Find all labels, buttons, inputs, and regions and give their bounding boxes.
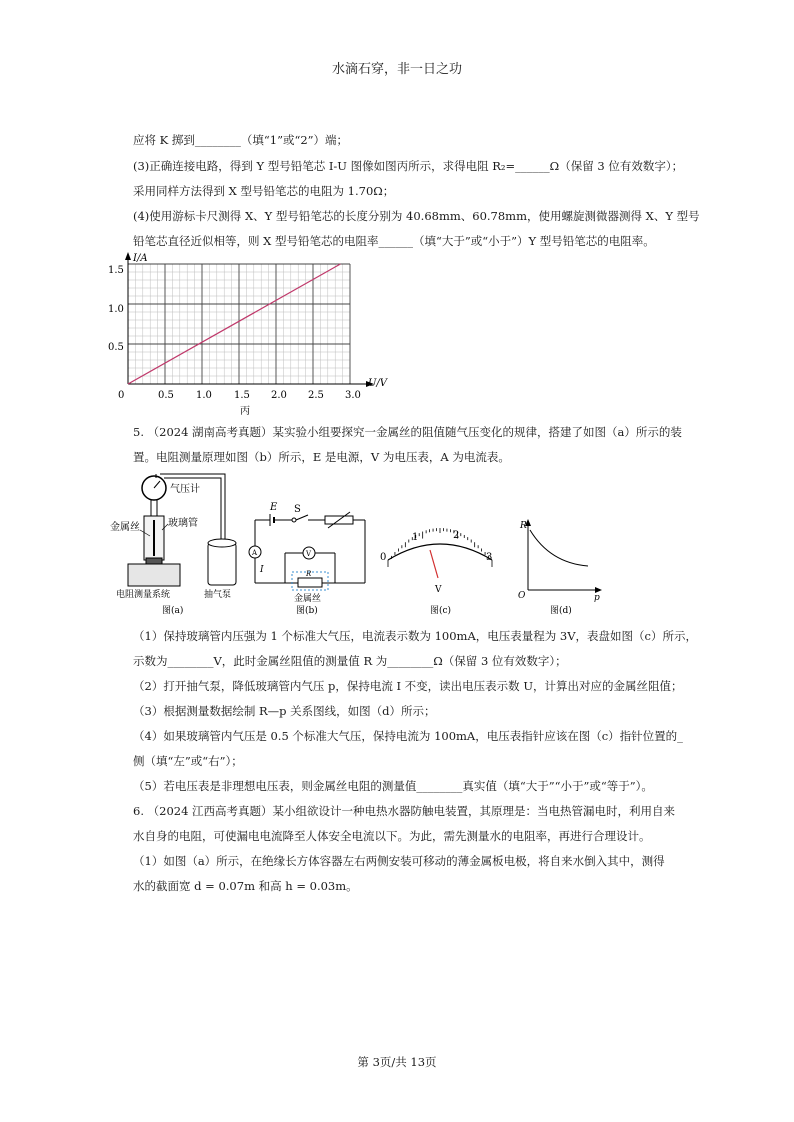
page-footer: 第 3页/共 13页: [357, 1055, 437, 1069]
graph-bing: [100, 246, 400, 426]
caption-d: 图(d): [550, 606, 572, 616]
text-line: 水的截面宽 d = 0.07m 和高 h = 0.03m。: [133, 879, 358, 893]
text-line: （2）打开抽气泵，降低玻璃管内气压 p，保持电流 I 不变，读出电压表示数 U，计算出对应的金属丝阻值；: [133, 679, 683, 693]
svg-text:S: S: [294, 504, 301, 515]
svg-text:p: p: [594, 593, 600, 603]
x-tick: 2.0: [271, 390, 287, 401]
svg-text:V: V: [435, 585, 442, 595]
text-line: （3）根据测量数据绘制 R—p 关系图线，如图（d）所示；: [133, 704, 436, 718]
i-u-line: [128, 264, 340, 384]
caption-a: 图(a): [162, 606, 184, 616]
y-tick: 1.5: [108, 265, 124, 276]
svg-text:O: O: [518, 591, 526, 601]
label-system: 电阻测量系统: [116, 590, 171, 600]
x-tick: 3.0: [345, 390, 361, 401]
text-line: 6. （2024 江西高考真题）某小组欲设计一种电热水器防触电装置，其原理是：当电热管漏电时，利用自来: [133, 804, 676, 818]
svg-text:E: E: [270, 502, 278, 513]
figures-row: [110, 468, 610, 623]
text-line: （1）如图（a）所示，在绝缘长方体容器左右两侧安装可移动的薄金属板电极，将自来水倒入其中，测得: [133, 854, 665, 868]
text-line: 应将 K 掷到________（填“1”或“2”）端；: [133, 133, 349, 147]
label-tube: 玻璃管: [168, 518, 198, 529]
caption-c: 图(c): [430, 606, 452, 616]
text-line: 水自身的电阻，可使漏电电流降至人体安全电流以下。为此，需先测量水的电阻率，再进行合理设计。: [133, 829, 651, 843]
voltmeter-dial: [380, 528, 492, 616]
text-line: 置。电阻测量原理如图（b）所示，E 是电源，V 为电压表，A 为电流表。: [133, 450, 510, 464]
text-line: （1）保持玻璃管内压强为 1 个标准大气压，电流表示数为 100mA，电压表量程为 3V，表盘如图（c）所示，: [133, 629, 697, 643]
y-tick: 1.0: [108, 304, 124, 315]
svg-text:3: 3: [486, 552, 493, 563]
svg-text:V: V: [306, 550, 312, 558]
label-wire: 金属丝: [110, 522, 140, 533]
text-line: 铅笔芯直径近似相等，则 X 型号铅笔芯的电阻率______（填“大于”或“小于”）Y 型号铅笔芯的电阻率。: [133, 234, 655, 248]
measurement-system-box: [128, 564, 180, 586]
text-line: 示数为________V，此时金属丝阻值的测量值 R 为________Ω（保留 3 位有效数字）；: [133, 654, 567, 668]
meter-pointer: [430, 550, 438, 578]
pump-icon: [208, 543, 236, 585]
text-line: （5）若电压表是非理想电压表，则金属丝电阻的测量值________真实值（填“大于”“小于”或“等于”）。: [133, 779, 653, 793]
x-tick: 2.5: [308, 390, 324, 401]
graph-caption: 丙: [240, 406, 250, 417]
svg-text:R: R: [520, 521, 527, 531]
x-tick: 0.5: [158, 390, 174, 401]
label-pump: 抽气泵: [204, 590, 232, 600]
svg-text:A: A: [252, 549, 258, 557]
text-line: （4）如果玻璃管内气压是 0.5 个标准大气压，保持电流为 100mA，电压表指针应该在图（c）指针位置的_: [133, 729, 683, 743]
svg-text:R: R: [306, 570, 312, 578]
text-line: (4)使用游标卡尺测得 X、Y 型号铅笔芯的长度分别为 40.68mm、60.78mm，使用螺旋测微器测得 X、Y 型号: [133, 209, 700, 223]
svg-text:0: 0: [380, 552, 387, 563]
x-tick: 1.0: [196, 390, 212, 401]
resistor-r: [298, 578, 322, 587]
y-axis-label: I/A: [133, 253, 148, 264]
y-tick: 0: [118, 390, 125, 401]
x-axis-label: U/V: [368, 378, 388, 389]
text-line: 侧（填“左”或“右”）；: [133, 754, 243, 768]
text-line: (3)正确连接电路，得到 Y 型号铅笔芯 I-U 图像如图丙所示，求得电阻 R₂=______Ω（保留 3 位有效数字）；: [133, 159, 684, 173]
x-tick: 1.5: [234, 390, 250, 401]
svg-text:1: 1: [412, 532, 419, 543]
apparatus-figure: [110, 474, 236, 616]
svg-text:I: I: [260, 565, 264, 575]
y-tick: 0.5: [108, 342, 124, 353]
svg-text:2: 2: [453, 530, 460, 541]
text-line: 5. （2024 湖南高考真题）某实验小组要探究一金属丝的阻值随气压变化的规律，搭建了如图（a）所示的装: [133, 425, 682, 439]
page-header: 水滴石穿，非一日之功: [331, 62, 462, 77]
label-gauge: 气压计: [170, 484, 200, 495]
caption-b: 图(b): [296, 606, 318, 616]
text-line: 采用同样方法得到 X 型号铅笔芯的电阻为 1.70Ω；: [133, 184, 395, 198]
r-p-graph: [518, 519, 602, 616]
svg-text:金属丝: 金属丝: [294, 594, 322, 604]
